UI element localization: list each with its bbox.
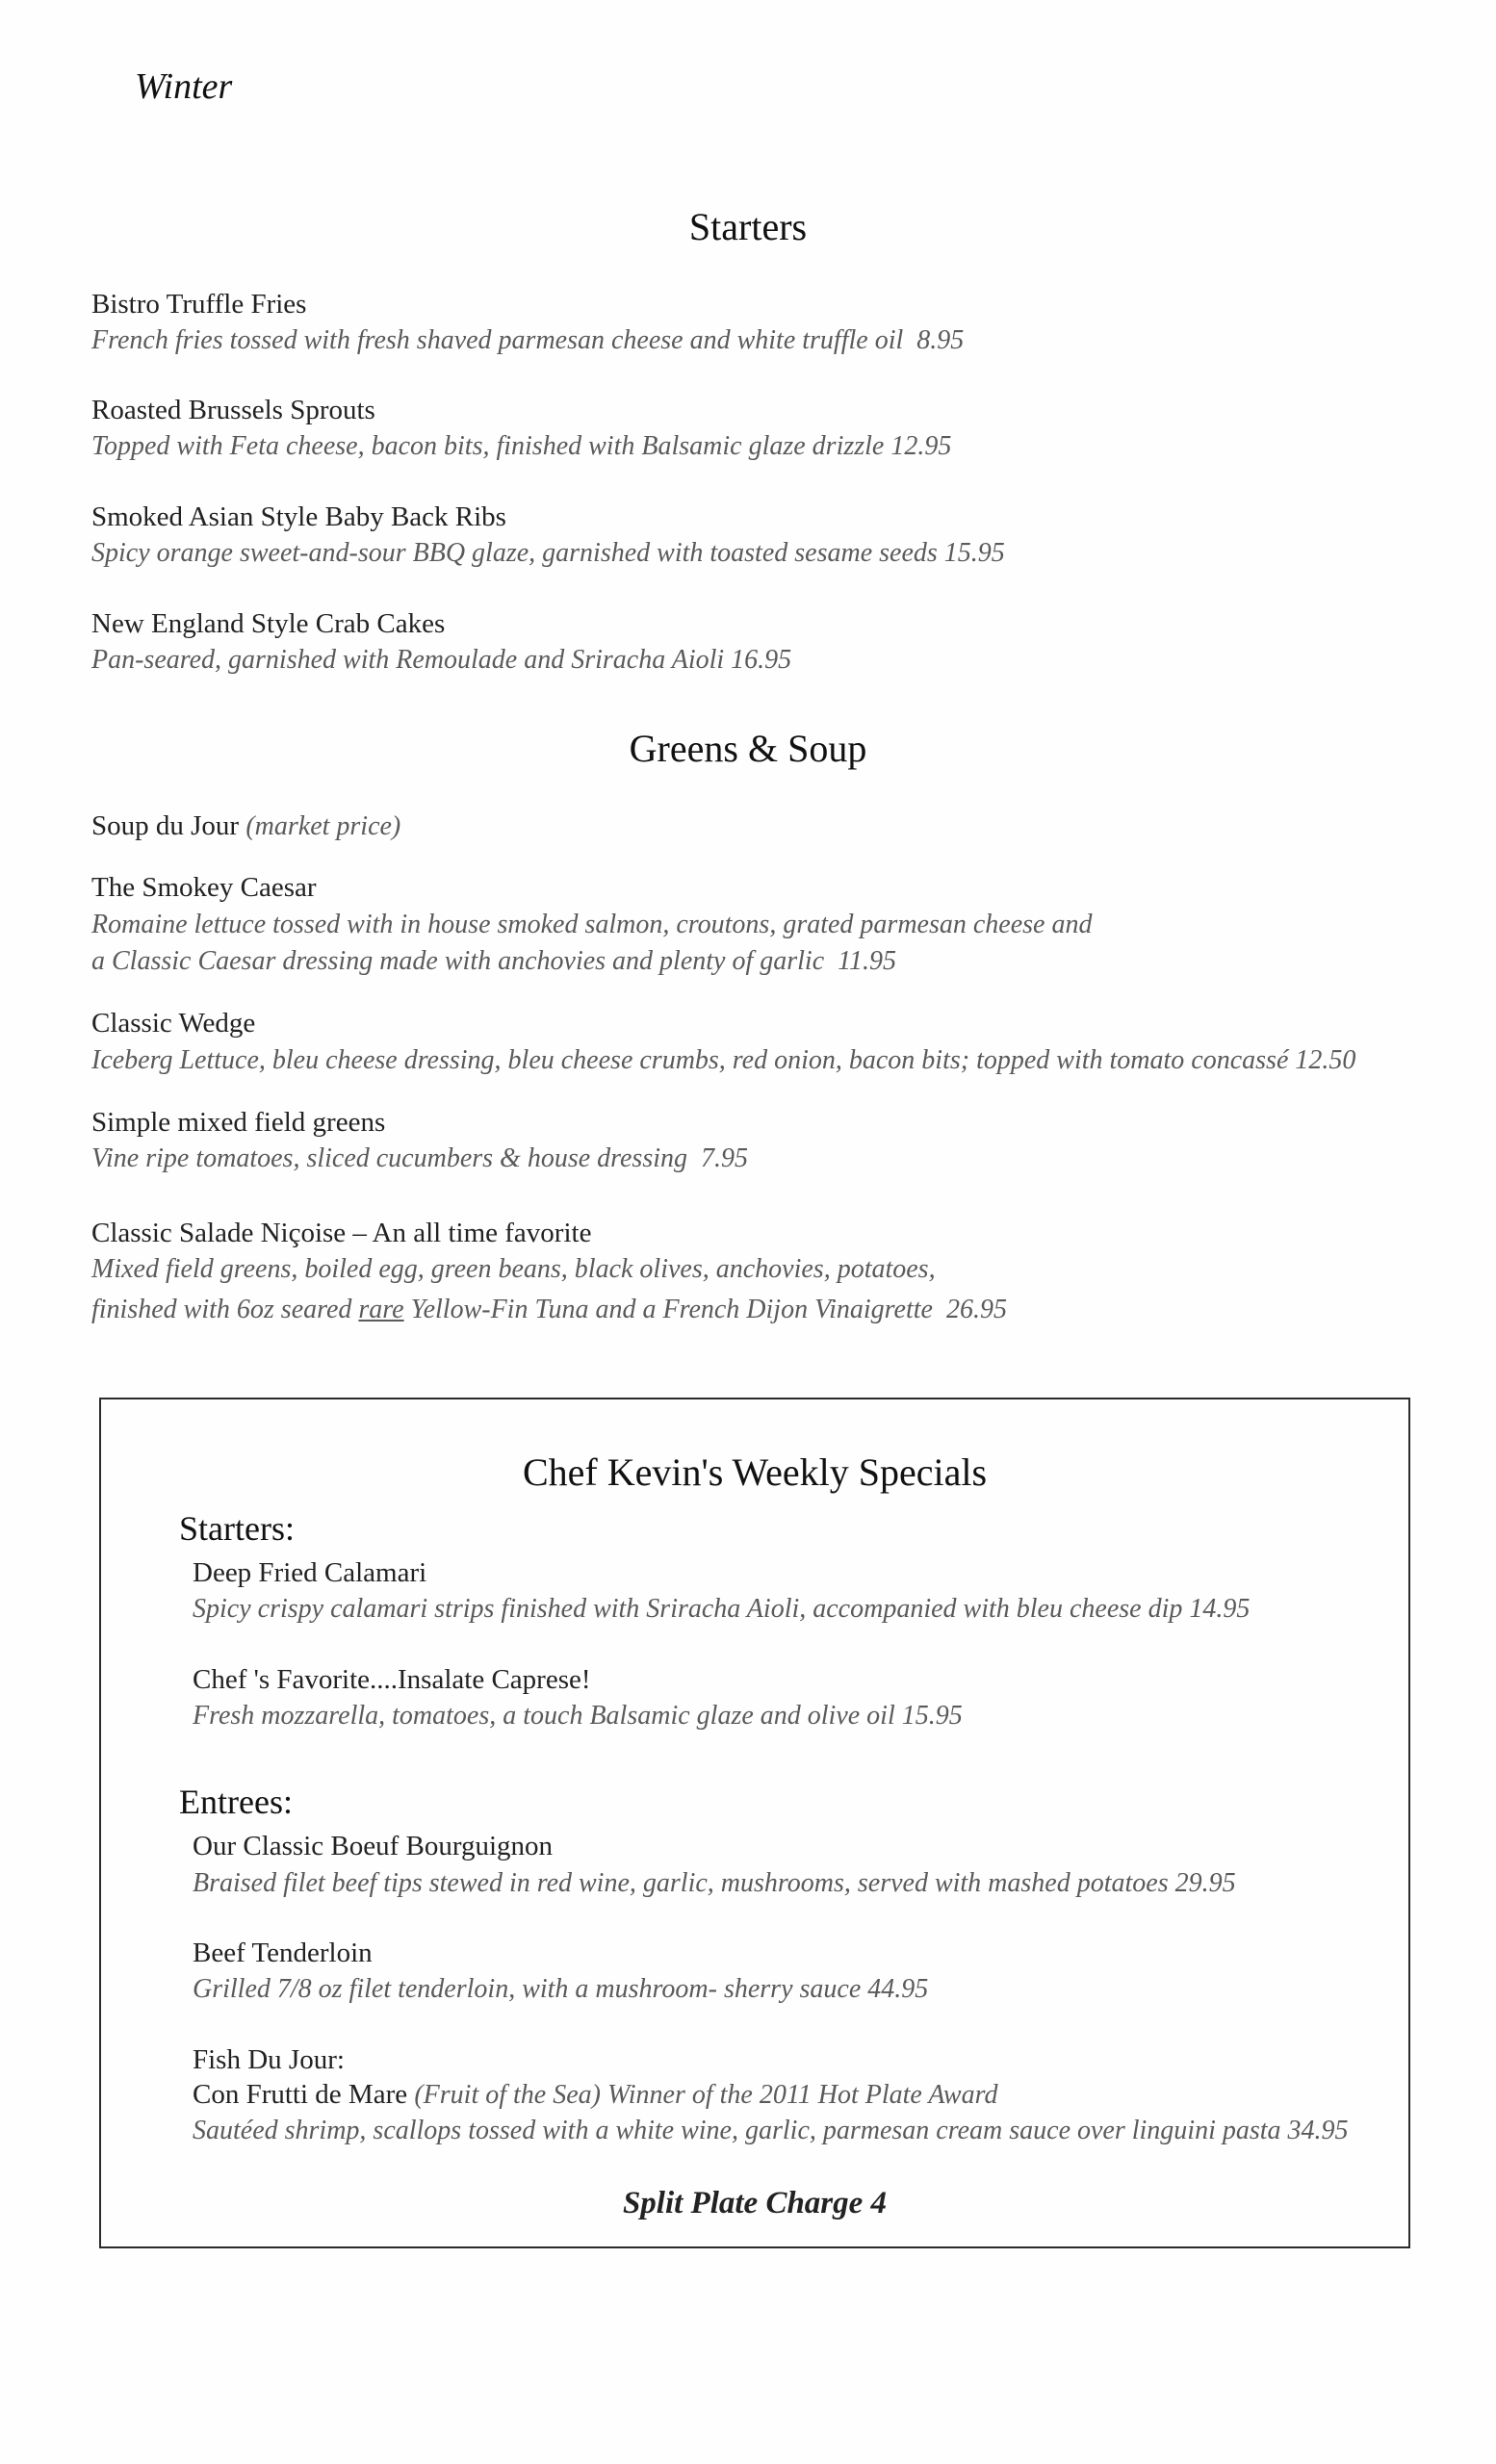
menu-item [193, 1936, 1370, 2008]
menu-item [193, 1555, 1370, 1628]
item-name: The Smokey Caesar [91, 872, 317, 904]
item-name: Smoked Asian Style Baby Back Ribs [91, 500, 506, 532]
item-description-line2 [91, 1293, 1438, 1327]
item-name: Beef Tenderloin [193, 1938, 373, 1969]
menu-item [193, 1662, 1370, 1734]
item-description: Spicy crispy calamari strips finished with Sriracha Aioli, accompanied with bleu cheese dip 14.95 [193, 1594, 1251, 1625]
item-description: Spicy orange sweet-and-sour BBQ glaze, garnished with toasted sesame seeds 15.95 [91, 538, 1005, 569]
menu-item [91, 808, 1438, 843]
menu-item [91, 393, 1438, 465]
item-description: Fresh mozzarella, tomatoes, a touch Balsamic glaze and olive oil 15.95 [193, 1700, 963, 1731]
specials-entrees-list [193, 1829, 1408, 2148]
item-description: Braised filet beef tips stewed in red wine, garlic, mushrooms, served with mashed potatoes 29.95 [193, 1867, 1236, 1898]
specials-group-label-starters: Starters: [179, 1508, 295, 1548]
item-description-line2: a Classic Caesar dressing made with anchovies and plenty of garlic 11.95 [91, 946, 897, 977]
starters-list [91, 287, 1496, 679]
season-label: Winter [135, 66, 233, 107]
desc-text: Yellow-Fin Tuna and a French Dijon Vinaigrette 26.95 [403, 1295, 1007, 1325]
item-name: Our Classic Boeuf Bourguignon [193, 1831, 554, 1862]
item-name: Chef 's Favorite....Insalate Caprese! [193, 1663, 591, 1695]
desc-text: finished with 6oz seared [91, 1295, 359, 1325]
menu-item [91, 1105, 1438, 1177]
item-name [91, 808, 1438, 843]
item-name: Classic Wedge [91, 1008, 256, 1040]
item-description: Iceberg Lettuce, bleu cheese dressing, bleu cheese crumbs, red onion, bacon bits; topped with tomato concassé 12.50 [91, 1044, 1356, 1075]
item-subtitle-text: Con Frutti de Mare [193, 2078, 408, 2110]
menu-item [193, 2042, 1370, 2149]
section-title-greens-soup: Greens & Soup [629, 727, 867, 771]
item-description: Pan-seared, garnished with Remoulade and Sriracha Aioli 16.95 [91, 644, 792, 675]
specials-group-label-entrees: Entrees: [179, 1783, 293, 1822]
section-title-starters: Starters [688, 204, 808, 248]
item-name: Bistro Truffle Fries [91, 288, 307, 320]
menu-item [91, 606, 1438, 679]
item-description: Sautéed shrimp, scallops tossed with a white wine, garlic, parmesan cream sauce over linguini pasta 34.95 [193, 2116, 1349, 2146]
item-name-text: Soup du Jour [91, 810, 240, 842]
market-price-note: (market price) [245, 811, 401, 842]
item-description: Grilled 7/8 oz filet tenderloin, with a mushroom- sherry sauce 44.95 [193, 1974, 929, 2005]
item-name: Simple mixed field greens [91, 1107, 386, 1139]
item-name: New England Style Crab Cakes [91, 607, 446, 639]
menu-item [193, 1829, 1370, 1901]
item-description: Vine ripe tomatoes, sliced cucumbers & house dressing 7.95 [91, 1143, 749, 1174]
menu-item [91, 1006, 1438, 1078]
specials-title: Chef Kevin's Weekly Specials [522, 1450, 988, 1494]
award-note: (Fruit of the Sea) Winner of the 2011 Hot Plate Award [414, 2079, 998, 2110]
item-name: Classic Salade Niçoise – An all time favorite [91, 1217, 592, 1248]
menu-item [91, 870, 1438, 979]
greens-soup-list [91, 808, 1496, 1328]
item-description: Romaine lettuce tossed with in house smoked salmon, croutons, grated parmesan cheese and [91, 909, 1093, 939]
item-description: French fries tossed with fresh shaved parmesan cheese and white truffle oil 8.95 [91, 324, 965, 355]
item-subtitle [193, 2077, 1370, 2112]
split-plate-charge-note: Split Plate Charge 4 [622, 2185, 888, 2220]
item-description: Topped with Feta cheese, bacon bits, finished with Balsamic glaze drizzle 12.95 [91, 431, 952, 462]
item-name: Fish Du Jour: [193, 2043, 345, 2075]
item-description: Mixed field greens, boiled egg, green beans, black olives, anchovies, potatoes, [91, 1253, 936, 1284]
menu-item [91, 1216, 1438, 1328]
weekly-specials-box [99, 1398, 1410, 2248]
specials-starters-list [193, 1555, 1408, 1733]
item-name: Deep Fried Calamari [193, 1556, 427, 1588]
rare-underlined-text: rare [358, 1295, 404, 1325]
item-name: Roasted Brussels Sprouts [91, 395, 375, 426]
menu-item [91, 287, 1438, 359]
menu-item [91, 500, 1438, 572]
